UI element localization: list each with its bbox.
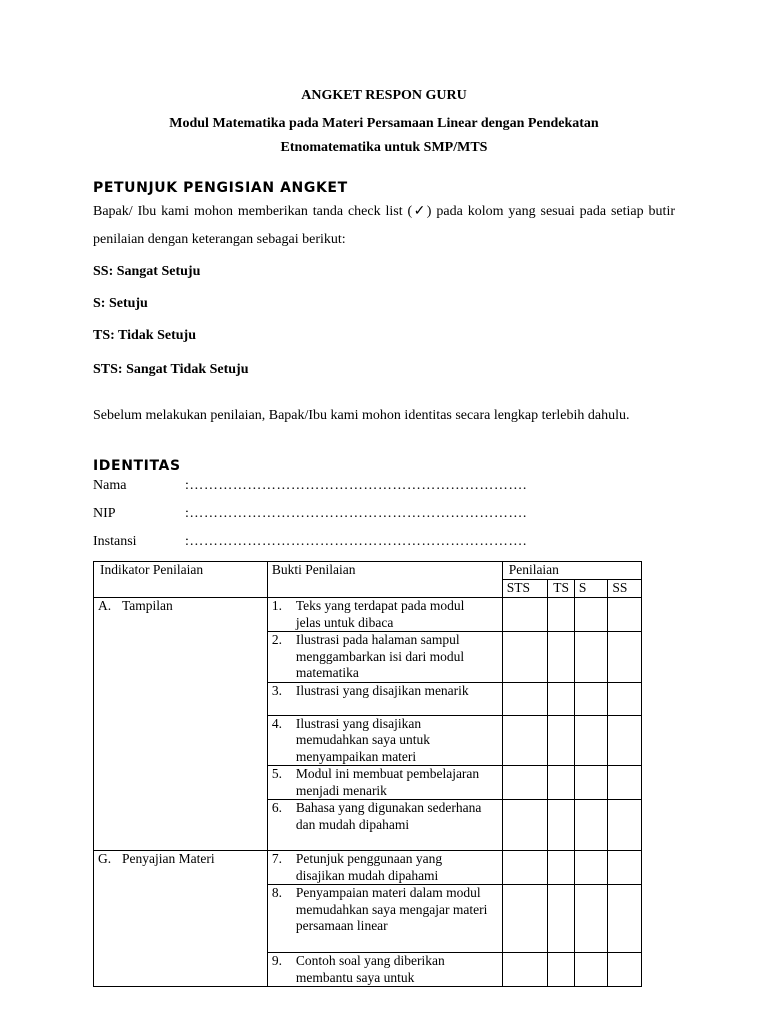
- item-text: Petunjuk penggunaan yang disajikan mudah dipahami: [295, 851, 443, 883]
- identity-fill-line[interactable]: :…………………………………………………………….: [185, 506, 527, 521]
- score-cell-sts[interactable]: [502, 885, 548, 953]
- score-cell-ss[interactable]: [608, 715, 642, 766]
- item-cell: [267, 682, 502, 715]
- score-cell-s[interactable]: [574, 682, 608, 715]
- identity-field-nip[interactable]: [93, 506, 593, 522]
- score-cell-ts[interactable]: [548, 851, 574, 885]
- score-cell-s[interactable]: [574, 885, 608, 953]
- score-cell-ts[interactable]: [548, 682, 574, 715]
- category-letter: G.: [98, 851, 112, 866]
- assessment-table: [93, 561, 642, 987]
- item-cell: [267, 715, 502, 766]
- score-cell-sts[interactable]: [502, 851, 548, 885]
- item-number: 4.: [271, 715, 282, 731]
- score-cell-ts[interactable]: [548, 885, 574, 953]
- item-text: Contoh soal yang diberikan membantu saya untuk: [295, 953, 445, 985]
- item-number: 3.: [271, 682, 282, 698]
- legend-s: S: Setuju: [93, 296, 148, 311]
- score-cell-ss[interactable]: [608, 598, 642, 632]
- identity-label: Instansi: [93, 534, 137, 549]
- identity-field-instansi[interactable]: [93, 534, 593, 550]
- legend-ts: TS: Tidak Setuju: [93, 328, 196, 343]
- category-cell-penyajian-materi: [94, 851, 268, 987]
- identity-label: NIP: [93, 506, 116, 521]
- score-cell-sts[interactable]: [502, 800, 548, 851]
- item-text: Teks yang terdapat pada modul jelas untuk dibaca: [295, 598, 465, 630]
- document-subtitle-line-1: Modul Matematika pada Materi Persamaan Linear dengan Pendekatan: [169, 116, 599, 131]
- item-number: 7.: [271, 851, 282, 866]
- score-cell-ss[interactable]: [608, 885, 642, 953]
- legend-sts: STS: Sangat Tidak Setuju: [93, 362, 249, 377]
- document-subtitle-line-2: Etnomatematika untuk SMP/MTS: [280, 140, 488, 155]
- item-cell: [267, 766, 502, 800]
- col-header-bukti: Bukti Penilaian: [267, 562, 502, 598]
- score-cell-ss[interactable]: [608, 851, 642, 885]
- scale-header-ts: TS: [548, 580, 574, 598]
- scale-header-s: S: [574, 580, 608, 598]
- score-cell-ss[interactable]: [608, 800, 642, 851]
- item-cell: [267, 632, 502, 683]
- score-cell-s[interactable]: [574, 953, 608, 987]
- item-number: 9.: [271, 953, 282, 968]
- item-text: Penyampaian materi dalam modul memudahkan saya mengajar materi persamaan linear: [295, 885, 488, 933]
- scale-header-ss: SS: [608, 580, 642, 598]
- identity-label: Nama: [93, 478, 127, 493]
- category-name: Tampilan: [122, 598, 173, 613]
- instructions-text: Bapak/ Ibu kami mohon memberikan tanda check list (✓) pada kolom yang sesuai pada setiap butir penilaian dengan keterangan sebagai berikut:: [93, 204, 675, 247]
- item-cell: [267, 851, 502, 885]
- score-cell-sts[interactable]: [502, 598, 548, 632]
- item-cell: [267, 800, 502, 851]
- score-cell-sts[interactable]: [502, 766, 548, 800]
- legend-ss: SS: Sangat Setuju: [93, 264, 201, 279]
- item-cell: [267, 953, 502, 987]
- item-text: Ilustrasi yang disajikan menarik: [295, 682, 469, 698]
- score-cell-ts[interactable]: [548, 800, 574, 851]
- score-cell-s[interactable]: [574, 632, 608, 683]
- item-number: 2.: [271, 632, 282, 647]
- item-number: 1.: [271, 598, 282, 613]
- table-row: [94, 851, 642, 885]
- identity-field-nama[interactable]: [93, 478, 593, 494]
- score-cell-ts[interactable]: [548, 598, 574, 632]
- item-number: 5.: [271, 766, 282, 781]
- identity-fill-line[interactable]: :…………………………………………………………….: [185, 534, 527, 549]
- instructions-heading: PETUNJUK PENGISIAN ANGKET: [93, 180, 348, 196]
- score-cell-ss[interactable]: [608, 632, 642, 683]
- score-cell-s[interactable]: [574, 800, 608, 851]
- category-cell-tampilan: [94, 598, 268, 851]
- score-cell-s[interactable]: [574, 766, 608, 800]
- score-cell-ss[interactable]: [608, 953, 642, 987]
- score-cell-ss[interactable]: [608, 682, 642, 715]
- score-cell-ts[interactable]: [548, 766, 574, 800]
- score-cell-ts[interactable]: [548, 715, 574, 766]
- identity-heading: IDENTITAS: [93, 458, 181, 474]
- category-name: Penyajian Materi: [122, 851, 215, 866]
- score-cell-ts[interactable]: [548, 953, 574, 987]
- scale-header-sts: STS: [502, 580, 548, 598]
- item-text: Bahasa yang digunakan sederhana dan mudah dipahami: [295, 800, 482, 832]
- document-title: ANGKET RESPON GURU: [301, 88, 467, 103]
- table-row: [94, 598, 642, 632]
- item-cell: [267, 598, 502, 632]
- col-header-indikator: Indikator Penilaian: [94, 562, 268, 598]
- item-text: Modul ini membuat pembelajaran menjadi menarik: [295, 766, 480, 798]
- item-number: 6.: [271, 800, 282, 815]
- item-cell: [267, 885, 502, 953]
- item-number: 8.: [271, 885, 282, 900]
- score-cell-sts[interactable]: [502, 953, 548, 987]
- score-cell-sts[interactable]: [502, 682, 548, 715]
- score-cell-ts[interactable]: [548, 632, 574, 683]
- score-cell-s[interactable]: [574, 715, 608, 766]
- item-text: Ilustrasi pada halaman sampul menggambarkan isi dari modul matematika: [295, 632, 465, 680]
- identity-fill-line[interactable]: :…………………………………………………………….: [185, 478, 527, 493]
- score-cell-sts[interactable]: [502, 715, 548, 766]
- score-cell-sts[interactable]: [502, 632, 548, 683]
- identity-intro-text: Sebelum melakukan penilaian, Bapak/Ibu kami mohon identitas secara lengkap terlebih dahulu.: [93, 408, 630, 423]
- score-cell-s[interactable]: [574, 851, 608, 885]
- col-header-penilaian: Penilaian: [502, 562, 641, 580]
- category-letter: A.: [98, 598, 112, 613]
- item-text: Ilustrasi yang disajikan memudahkan saya untuk menyampaikan materi: [295, 715, 431, 764]
- score-cell-ss[interactable]: [608, 766, 642, 800]
- score-cell-s[interactable]: [574, 598, 608, 632]
